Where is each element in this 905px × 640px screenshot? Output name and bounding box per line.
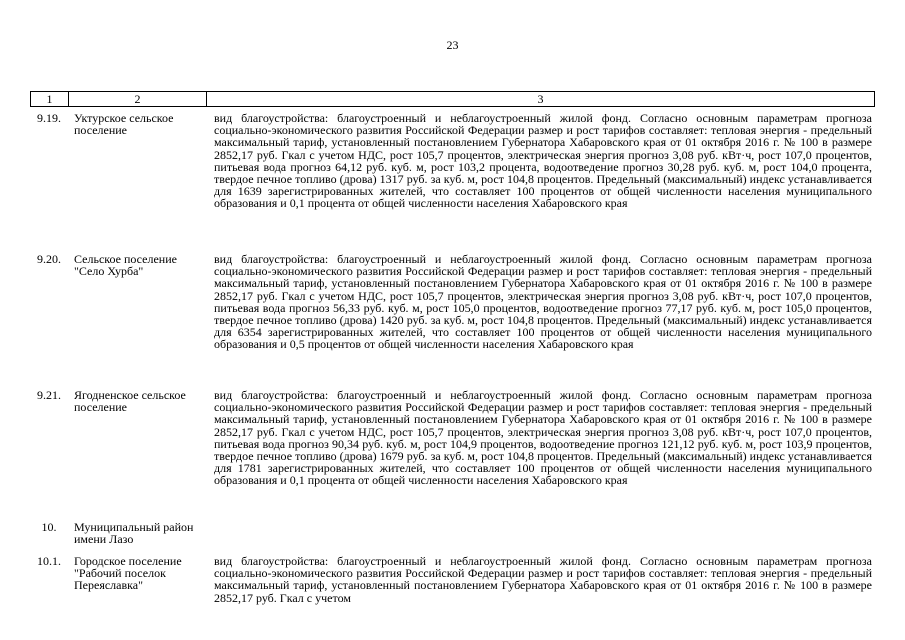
row-description: вид благоустройства: благоустроенный и неблагоустроенный жилой фонд. Согласно основным параметрам прогноза социально-экономического развития Российской Федерации размер и рост тарифов составляет: тепловая энергия - предельный максимальный тариф, установленный постановлением Губернатора Хабаровского края от 01 октября 2016 г. № 100 в размере 2852,17 руб. Гкал с учетом НДС, рост 105,7 процентов, электрическая энергия прогноз 3,08 руб. кВт·ч, рост 107,0 процентов, питьевая вода прогноз 90,34 руб. куб. м, рост 104,9 процентов, водоотведение прогноз 121,12 руб. куб. м, рост 103,9 процентов, твердое печное топливо (дрова) 1679 руб. за куб. м, рост 104,8 процентов. Предельный (максимальный) индекс устанавливается для 1781 зарегистрированных жителей, что составляет 100 процентов от общей численности населения муниципального образования и 0,1 процента от общей численности населения Хабаровского края — [214, 388, 872, 488]
row-description: вид благоустройства: благоустроенный и неблагоустроенный жилой фонд. Согласно основным параметрам прогноза социально-экономического развития Российской Федерации размер и рост тарифов составляет: тепловая энергия - предельный максимальный тариф, установленный постановлением Губернатора Хабаровского края от 01 октября 2016 г. № 100 в размере 2852,17 руб. Гкал с учетом НДС, рост 105,7 процентов, электрическая энергия прогноз 3,08 руб. кВт·ч, рост 107,0 процентов, питьевая вода прогноз 64,12 руб. куб. м, рост 103,2 процента, водоотведение прогноз 30,28 руб. куб. м, рост 104,0 процента, твердое печное топливо (дрова) 1317 руб. за куб. м, рост 104,8 процентов. Предельный (максимальный) индекс устанавливается для 1639 зарегистрированных жителей, что составляет 100 процентов от общей численности населения муниципального образования и 0,1 процента от общей численности населения Хабаровского края — [214, 111, 872, 211]
row-municipality: Муниципальный район имени Лазо — [74, 520, 194, 547]
table-row — [30, 521, 875, 545]
row-description — [206, 521, 875, 545]
column-2-header: 2 — [69, 92, 207, 106]
row-number: 10.1. — [37, 554, 61, 568]
row-number: 10. — [41, 520, 57, 534]
table-row — [30, 389, 875, 487]
column-1-header: 1 — [31, 92, 69, 106]
table-row — [30, 555, 875, 604]
row-municipality: Уктурское сельское поселение — [74, 111, 174, 138]
row-number: 9.20. — [37, 252, 61, 266]
row-municipality: Сельское поселение "Село Хурба" — [74, 252, 177, 279]
page-number: 23 — [446, 38, 459, 52]
column-3-header: 3 — [537, 92, 544, 106]
row-description: вид благоустройства: благоустроенный и неблагоустроенный жилой фонд. Согласно основным параметрам прогноза социально-экономического развития Российской Федерации размер и рост тарифов составляет: тепловая энергия - предельный максимальный тариф, установленный постановлением Губернатора Хабаровского края от 01 октября 2016 г. № 100 в размере 2852,17 руб. Гкал с учетом НДС, рост 105,7 процентов, электрическая энергия прогноз 3,08 руб. кВт·ч, рост 107,0 процентов, питьевая вода прогноз 56,33 руб. куб. м, рост 105,0 процентов, водоотведение прогноз 77,17 руб. куб. м, рост 105,0 процентов, твердое печное топливо (дрова) 1420 руб. за куб. м, рост 104,8 процентов. Предельный (максимальный) индекс устанавливается для 6354 зарегистрированных жителей, что составляет 100 процентов от общей численности населения муниципального образования и 0,5 процентов от общей численности населения Хабаровского края — [214, 252, 872, 352]
row-description: вид благоустройства: благоустроенный и неблагоустроенный жилой фонд. Согласно основным параметрам прогноза социально-экономического развития Российской Федерации размер и рост тарифов составляет: тепловая энергия - предельный максимальный тариф, установленный постановлением Губернатора Хабаровского края от 01 октября 2016 г. № 100 в размере 2852,17 руб. Гкал с учетом — [214, 554, 872, 605]
row-number: 9.19. — [37, 111, 61, 125]
row-municipality: Городское поселение "Рабочий поселок Переяславка" — [74, 554, 182, 593]
table-row — [30, 253, 875, 351]
row-municipality: Ягодненское сельское поселение — [74, 388, 186, 415]
table-row — [30, 112, 875, 210]
table-column-header — [30, 91, 875, 107]
row-number: 9.21. — [37, 388, 61, 402]
